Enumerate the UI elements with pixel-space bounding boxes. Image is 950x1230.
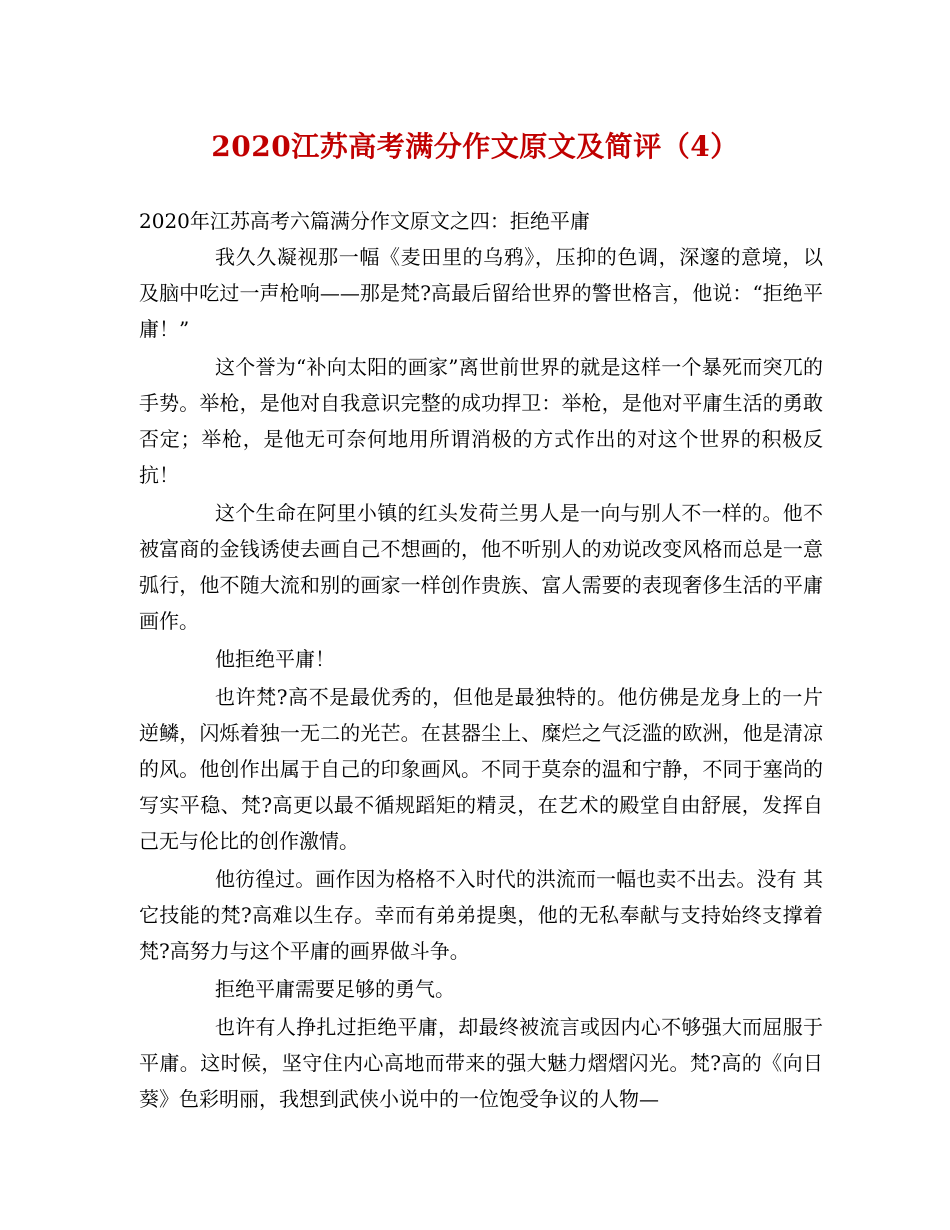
paragraph-5: 也许梵?高不是最优秀的，但他是最独特的。他仿佛是龙身上的一片逆鳞，闪烁着独一无二的光芒。在甚器尘上、糜烂之气泛滥的欧洲，他是清凉的风。他创作出属于自己的印象画风。不同于莫奈的温和宁静，不同于塞尚的写实平稳、梵?高更以最不循规蹈矩的精灵，在艺术的殿堂自由舒展，发挥自己无与伦比的创作激情。 (139, 685, 823, 853)
paragraph-7: 拒绝平庸需要足够的勇气。 (215, 977, 455, 1001)
paragraph-1: 我久久凝视那一幅《麦田里的乌鸦》，压抑的色调，深邃的意境，以及脑中吃过一声枪响——那是梵?高最后留给世界的警世格言，他说：“拒绝平庸！” (139, 245, 823, 341)
document-body (139, 203, 823, 1117)
paragraph-6: 他彷徨过。画作因为格格不入时代的洪流而一幅也卖不出去。没有 其它技能的梵?高难以生存。幸而有弟弟提奥，他的无私奉献与支持始终支撑着梵?高努力与这个平庸的画界做斗争。 (139, 867, 823, 963)
paragraph-8: 也许有人挣扎过拒绝平庸，却最终被流言或因内心不够强大而屈服于平庸。这时候，坚守住内心高地而带来的强大魅力熠熠闪光。梵?高的《向日葵》色彩明丽，我想到武侠小说中的一位饱受争议的人物— (139, 1015, 823, 1111)
document-subtitle: 2020年江苏高考六篇满分作文原文之四：拒绝平庸 (139, 209, 590, 233)
paragraph-4: 他拒绝平庸！ (215, 647, 335, 671)
paragraph-3: 这个生命在阿里小镇的红头发荷兰男人是一向与别人不一样的。他不被富商的金钱诱使去画自己不想画的，他不听别人的劝说改变风格而总是一意弧行，他不随大流和别的画家一样创作贵族、富人需要的表现奢侈生活的平庸画作。 (139, 501, 823, 633)
document-title: 2020江苏高考满分作文原文及简评（4） (211, 130, 739, 163)
paragraph-2: 这个誉为“补向太阳的画家”离世前世界的就是这样一个暴死而突兀的手势。举枪，是他对自我意识完整的成功捍卫：举枪，是他对平庸生活的勇敢否定；举枪，是他无可奈何地用所谓消极的方式作出的对这个世界的积极反抗！ (139, 355, 823, 487)
